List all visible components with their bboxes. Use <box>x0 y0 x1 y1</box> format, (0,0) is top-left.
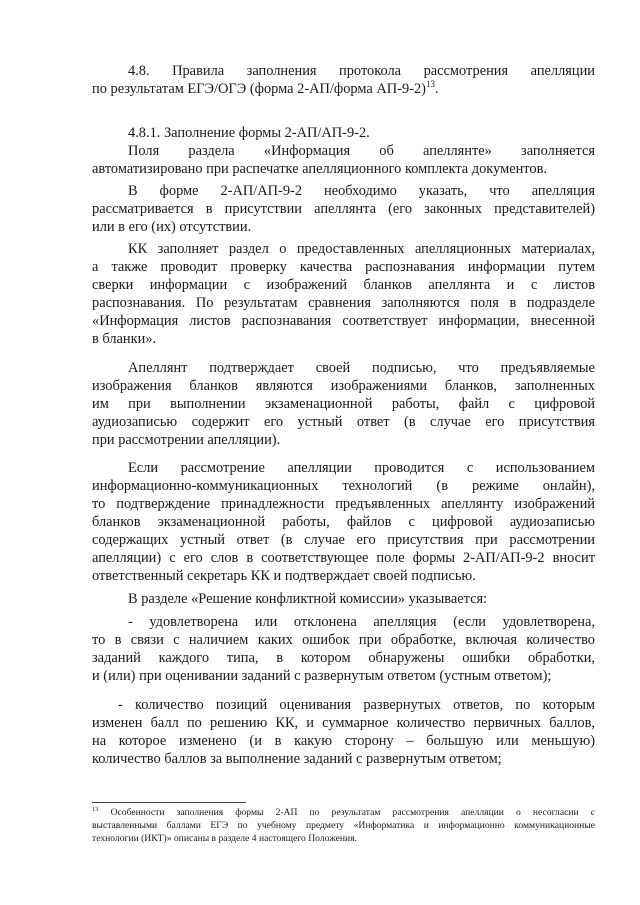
paragraph-line: ответственный секретарь КК и подтверждает своей подписью. <box>92 568 476 584</box>
paragraph-line: В форме 2-АП/АП-9-2 необходимо указать, что апелляция <box>128 183 595 199</box>
paragraph-line: распознавания. По результатам сравнения заполняются поля в подразделе <box>92 295 595 311</box>
paragraph-line: содержащих устный ответ (в случае его присутствия при рассмотрении <box>92 532 595 548</box>
paragraph-line: или в его (их) отсутствии. <box>92 219 252 235</box>
paragraph-line: в бланки». <box>92 331 157 347</box>
list-item-line: изменен балл по решению КК, и суммарное количество первичных баллов, <box>92 715 595 731</box>
paragraph-line: КК заполняет раздел о предоставленных апелляционных материалах, <box>128 241 595 257</box>
section-heading-line-1: 4.8. Правила заполнения протокола рассмотрения апелляции <box>128 63 595 79</box>
paragraph-line: апелляции) с его слов в соответствующее поле формы 2-АП/АП-9-2 вносит <box>92 550 595 566</box>
footnote-line: выставленными баллами ЕГЭ по учебному предмету «Информатика и информационно коммуникационные <box>92 820 595 831</box>
footnote-separator <box>92 802 246 803</box>
footnote-line: $^{13}$ Особенности заполнения формы 2-АП по результатам рассмотрения апелляции о несогласии с <box>92 805 595 818</box>
list-item-line: заданий каждого типа, в котором обнаружены ошибки обработки, <box>92 650 595 666</box>
paragraph-line: Апеллянт подтверждает своей подписью, что предъявляемые <box>128 360 595 376</box>
list-item-line: то в связи с наличием каких ошибок при обработке, включая количество <box>92 632 595 648</box>
paragraph-line: «Информация листов распознавания соответствует информации, внесенной <box>92 313 595 329</box>
list-item-line: - удовлетворена или отклонена апелляция (если удовлетворена, <box>128 614 595 630</box>
list-item-line: - количество позиций оценивания развернутых ответов, по которым <box>118 697 595 713</box>
paragraph-line: Поля раздела «Информация об апеллянте» заполняется <box>128 143 595 159</box>
footnote-line: технологии (ИКТ)» описаны в разделе 4 настоящего Положения. <box>92 833 358 844</box>
paragraph-line: автоматизировано при распечатке апелляционного комплекта документов. <box>92 161 547 177</box>
paragraph-line: рассматривается в присутствии апеллянта (его законных представителей) <box>92 201 595 217</box>
paragraph-line: при рассмотрении апелляции). <box>92 432 281 448</box>
paragraph-line: Если рассмотрение апелляции проводится с использованием <box>128 460 595 476</box>
paragraph-line: бланков экзаменационной работы, файлов с цифровой аудиозаписью <box>92 514 595 530</box>
subsection-heading: 4.8.1. Заполнение формы 2-АП/АП-9-2. <box>128 125 370 141</box>
footnote-reference[interactable]: 13 <box>425 79 435 90</box>
list-item-line: на которое изменено (и в какую сторону – большую или меньшую) <box>92 733 595 749</box>
paragraph-line: В разделе «Решение конфликтной комиссии» указывается: <box>128 591 488 607</box>
paragraph-line: информационно-коммуникационных технологий (в режиме онлайн), <box>92 478 595 494</box>
section-heading-line-2: по результатам ЕГЭ/ОГЭ (форма 2-АП/форма АП-9-2)$^{13}$. <box>92 79 439 97</box>
paragraph-line: а также проводит проверку качества распознавания информации путем <box>92 259 595 275</box>
paragraph-line: сверки информации с изображений бланков апеллянта и с листов <box>92 277 595 293</box>
list-item-line: количество баллов за выполнение заданий с развернутым ответом; <box>92 751 502 767</box>
paragraph-line: им при выполнении экзаменационной работы, файл с цифровой <box>92 396 595 412</box>
paragraph-line: аудиозаписью содержит его устный ответ (в случае его присутствия <box>92 414 595 430</box>
footnote-marker: 13 <box>92 805 99 813</box>
paragraph-line: изображения бланков являются изображениями бланков, заполненных <box>92 378 595 394</box>
list-item-line: и (или) при оценивании заданий с развернутым ответом (устным ответом); <box>92 668 552 684</box>
paragraph-line: то подтверждение принадлежности предъявленных апеллянту изображений <box>92 496 595 512</box>
